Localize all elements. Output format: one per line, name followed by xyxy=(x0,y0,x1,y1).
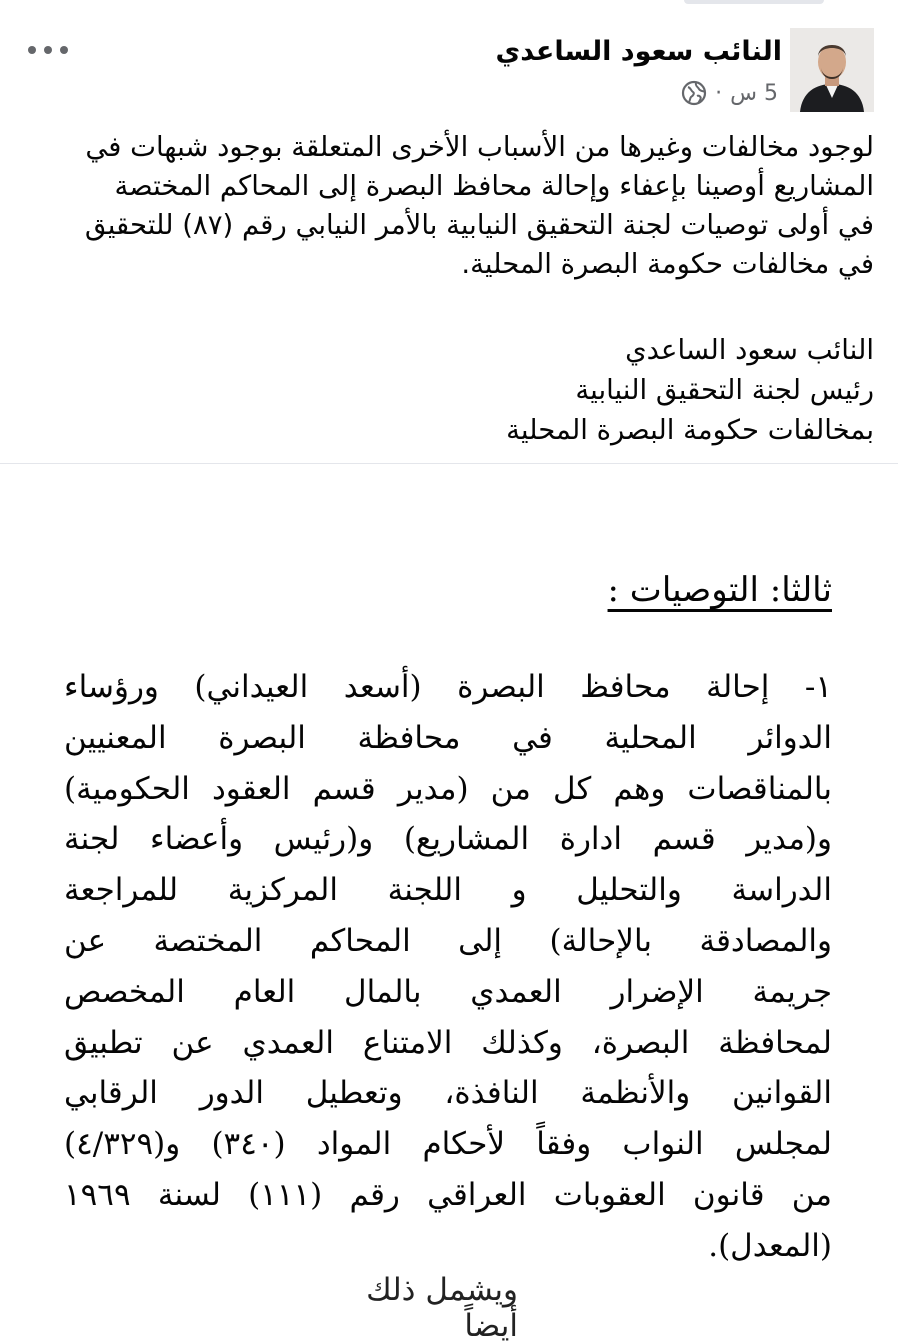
document-line: بالمناقصات وهم كل من (مدير قسم العقود الحكومية) xyxy=(64,770,832,807)
post-text xyxy=(22,128,874,284)
document-line: الدراسة والتحليل و اللجنة المركزية للمراجعة xyxy=(64,872,832,909)
previous-post-edge xyxy=(684,0,824,4)
document-line: (المعدل). xyxy=(708,1227,832,1264)
post-text-line: لوجود مخالفات وغيرها من الأسباب الأخرى المتعلقة بوجود شبهات في xyxy=(85,131,874,163)
document-line: و(مدير قسم ادارة المشاريع) و(رئيس وأعضاء لجنة xyxy=(64,821,832,858)
signature-title: رئيس لجنة التحقيق النيابية xyxy=(575,374,874,406)
globe-icon[interactable] xyxy=(681,80,707,106)
post-signature xyxy=(22,330,874,450)
document-line: ١- إحالة محافظ البصرة (أسعد العيداني) ورؤساء xyxy=(64,669,832,705)
document-line: لمجلس النواب وفقاً لأحكام المواد (٣٤٠) و(٤/٣٢٩) xyxy=(64,1126,833,1163)
author-name[interactable]: النائب سعود الساعدي xyxy=(495,36,782,67)
document-line: جريمة الإضرار العمدي بالمال العام المخصص xyxy=(64,973,832,1010)
document-cut-off-line: ويشمل ذلك أيضاً xyxy=(366,1272,518,1344)
document-line: والمصادقة بالإحالة) إلى المحاكم المختصة عن xyxy=(64,922,832,959)
avatar-photo xyxy=(790,28,874,112)
more-options-button[interactable] xyxy=(28,38,68,62)
post-meta xyxy=(681,80,778,106)
meta-separator: · xyxy=(715,80,723,106)
document-photo[interactable] xyxy=(0,464,898,1344)
document-line: الدوائر المحلية في محافظة البصرة المعنيين xyxy=(64,719,832,756)
document-line: لمحافظة البصرة، وكذلك الامتناع العمدي عن تطبيق xyxy=(64,1024,832,1061)
post-header xyxy=(0,28,898,118)
post-text-line: المشاريع أوصينا بإعفاء وإحالة محافظ البصرة إلى المحاكم المختصة xyxy=(114,170,874,202)
document-body xyxy=(64,662,832,1272)
document-line: القوانين والأنظمة النافذة، وتعطيل الدور الرقابي xyxy=(64,1075,832,1112)
signature-name: النائب سعود الساعدي xyxy=(625,334,874,366)
author-avatar[interactable] xyxy=(790,28,874,112)
document-line: من قانون العقوبات العراقي رقم (١١١) لسنة ١٩٦٩ xyxy=(64,1176,832,1213)
post-text-line: في مخالفات حكومة البصرة المحلية. xyxy=(461,248,874,280)
post-text-line: في أولى توصيات لجنة التحقيق النيابية بالأمر النيابي رقم (٨٧) للتحقيق xyxy=(84,209,874,241)
post-timestamp[interactable]: 5 س xyxy=(730,80,778,106)
document-heading: ثالثا: التوصيات : xyxy=(607,570,832,610)
more-horizontal-icon xyxy=(28,46,36,54)
signature-committee: بمخالفات حكومة البصرة المحلية xyxy=(506,414,874,446)
